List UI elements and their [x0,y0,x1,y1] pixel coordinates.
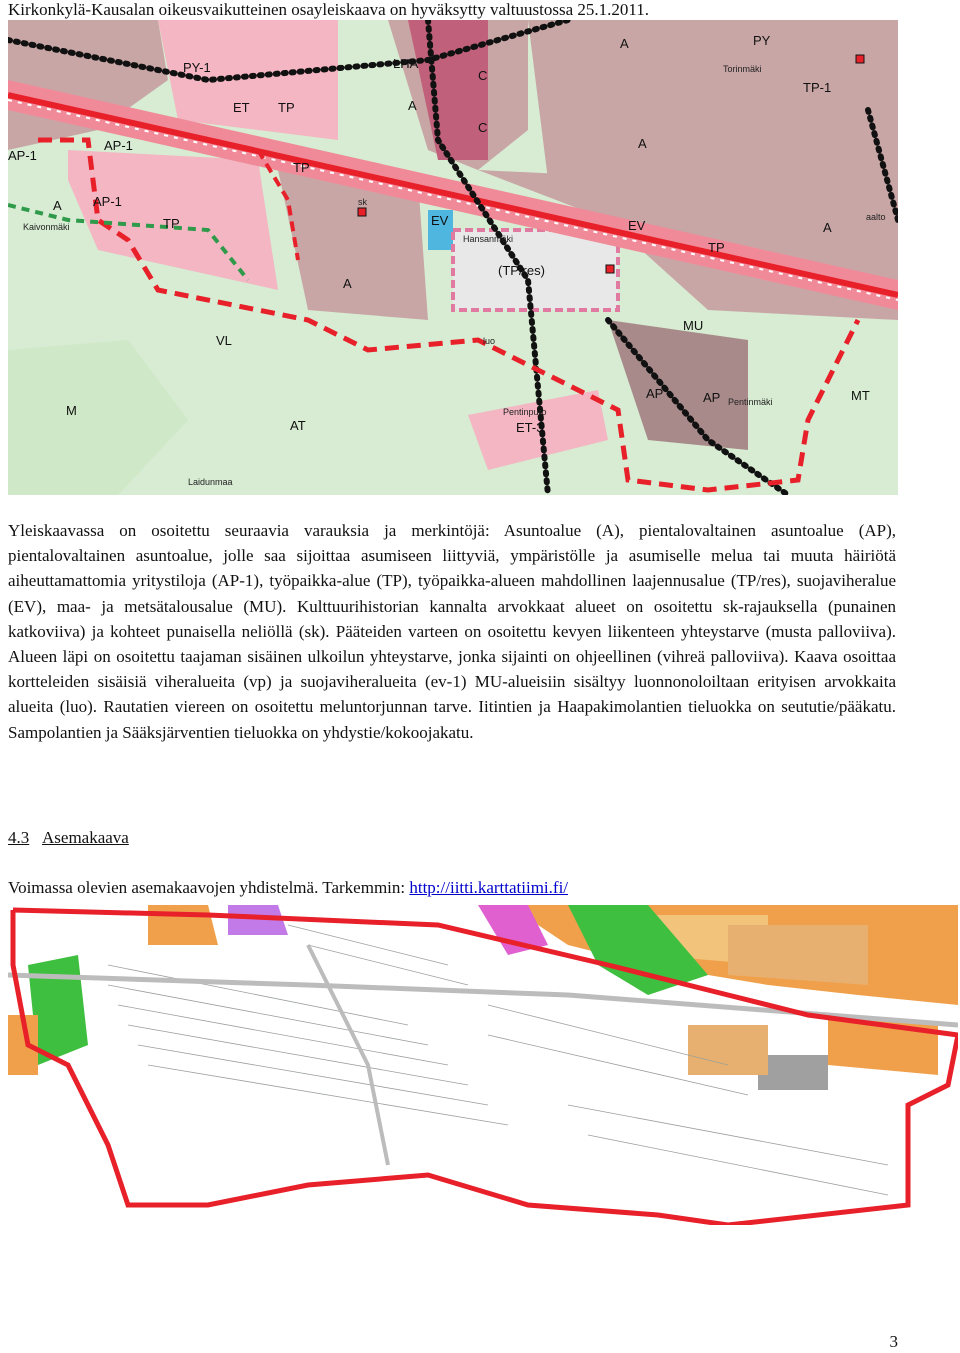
label-a1: A [408,98,417,113]
label-a4: A [343,276,352,291]
label-py1: PY-1 [183,60,211,75]
label-et3: ET-3 [516,420,544,435]
label-lha: LHA [393,56,419,71]
label-tp1b: TP-1 [803,80,832,95]
place-laidunmaa: Laidunmaa [188,477,233,487]
section-heading [8,828,129,848]
label-tp3: TP [163,216,180,231]
label-a6: A [53,198,62,213]
label-et: ET [233,100,250,115]
label-at: AT [290,418,306,433]
place-pentinpuro: Pentinpuro [503,407,547,417]
place-hansanmaki: Hansanmäki [463,234,514,244]
label-luo: luo [483,336,496,346]
section-title: Asemakaava [42,828,129,847]
label-m: M [66,403,77,418]
label-tp1: TP [278,100,295,115]
map-caption-top: Kirkonkylä-Kausalan oikeusvaikutteinen osayleiskaava on hyväksytty valtuustossa 25.1.2011. [8,0,649,19]
label-ev2: EV [628,218,646,233]
label-mu: MU [683,318,704,333]
label-tp2: TP [293,160,310,175]
detail-plan-caption [8,878,568,898]
label-ap1: AP [646,386,664,401]
label-sk: sk [358,197,367,207]
detail-plan-map [8,905,958,1225]
karttatiimi-link[interactable]: http://iitti.karttatiimi.fi/ [409,878,569,897]
label-py: PY [753,33,771,48]
label-ap1c: AP-1 [93,194,122,209]
place-kaivonmaki: Kaivonmäki [23,222,70,232]
label-a2: A [620,36,629,51]
section-number: 4.3 [8,828,30,847]
place-pentinmaki: Pentinmäki [728,397,773,407]
label-a3: A [638,136,647,151]
label-a5: A [823,220,832,235]
label-tpres: (TP/res) [498,263,545,278]
label-c1: C [478,68,488,83]
label-vl: VL [216,333,232,348]
place-aalto: aalto [866,212,886,222]
detail-plan-map-graphic [8,905,958,1225]
body-paragraph: Yleiskaavassa on osoitettu seuraavia varauksia ja merkintöjä: Asuntoalue (A), pientalovaltainen asuntoalue (AP), pientalovaltainen asuntoalue, jolle saa sijoittaa asumiseen liittyviä, ympäristölle ja asumiselle melua tai muuta häiriötä aiheuttamattomia yritystiloja (AP-1), työpaikka-alue (TP), työpaikka-alueen mahdollinen laajennusalue (TP/res), suojaviheralue (EV), maa- ja metsätalousalue (MU). Kulttuurihistorian kannalta arvokkaat alueet on osoitettu sk-rajauksella (punainen katkoviiva) ja kohteet punaisella neliöllä (sk). Pääteiden varteen on osoitettu kevyen liikenteen yhteystarve (musta palloviiva). Alueen läpi on osoitettu taajaman sisäinen ulkoilun yhteystarve, jonka sijainti on ohjeellinen (vihreä palloviiva). Kaava osoittaa kortteleiden sisäisiä viheralueita (vp) ja suojaviheralueita (ev-1) MU-alueisiin sisältyy luonnonoloiltaan erityisen arvokkaita alueita (luo). Rautatien viereen on osoitettu meluntorjunnan tarve. Iitintien ja Haapakimolantien tieluokka on seututie/pääkatu. Sampolantien ja Sääksjärventien tieluokka on yhdystie/kokoojakatu. [8,521,896,742]
label-ap1a: AP-1 [8,148,37,163]
label-tp4: TP [708,240,725,255]
label-ap1b: AP-1 [104,138,133,153]
label-ev1: EV [431,213,449,228]
label-ap2: AP [703,390,721,405]
page-number: 3 [889,1332,898,1351]
label-c2: C [478,120,488,135]
detail-plan-caption-text: Voimassa olevien asemakaavojen yhdistelmä. Tarkemmin: [8,878,410,897]
master-plan-map-graphic [8,20,898,495]
place-torinmaki: Torinmäki [723,64,762,74]
master-plan-map [8,20,898,495]
label-mt: MT [851,388,870,403]
